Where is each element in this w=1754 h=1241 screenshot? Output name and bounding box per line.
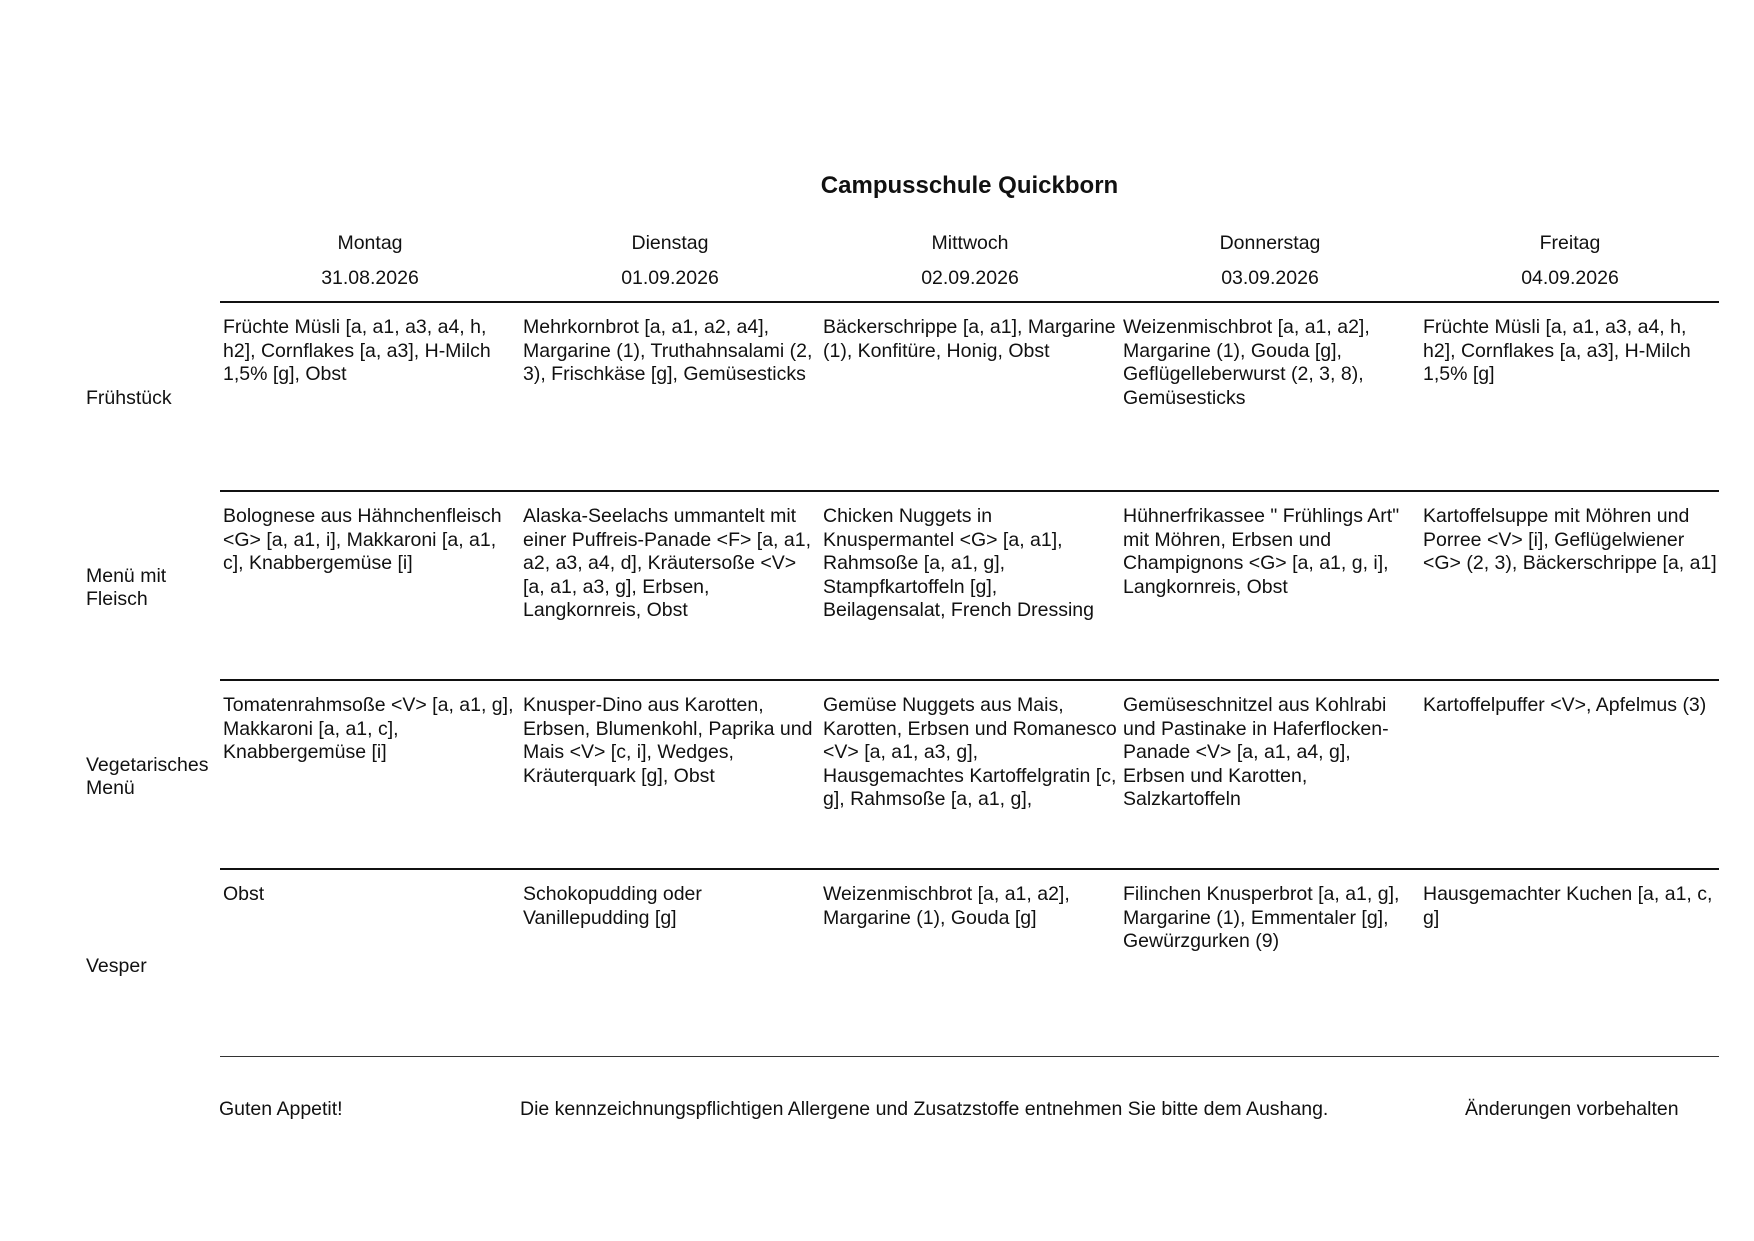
day-name-monday: Montag <box>337 232 403 254</box>
meal-cell: Früchte Müsli [a, a1, a3, a4, h, h2], Cornflakes [a, a3], H-Milch 1,5% [g] <box>1423 316 1691 385</box>
meal-cell: Mehrkornbrot [a, a1, a2, a4], Margarine (1), Truthahnsalami (2, 3), Frischkäse [g], Gemüsesticks <box>523 316 813 385</box>
meal-cell: Gemüseschnitzel aus Kohlrabi und Pastinake in Haferflocken-Panade <V> [a, a1, a4, g], Erbsen und Karotten, Salzkartoffeln <box>1123 694 1389 810</box>
row-label-menu-fleisch: Menü mit Fleisch <box>86 565 167 610</box>
meal-cell: Knusper-Dino aus Karotten, Erbsen, Blumenkohl, Paprika und Mais <V> [c, i], Wedges, Kräuterquark [g], Obst <box>523 694 813 787</box>
meal-cell: Chicken Nuggets in Knuspermantel <G> [a, a1], Rahmsoße [a, a1, g], Stampfkartoffeln [g], Beilagensalat, French Dressing <box>823 505 1094 621</box>
meal-cell: Kartoffelpuffer <V>, Apfelmus (3) <box>1423 694 1707 716</box>
row-divider <box>220 301 1719 303</box>
day-name-wednesday: Mittwoch <box>931 232 1009 254</box>
day-name-tuesday: Dienstag <box>631 232 709 254</box>
day-name-thursday: Donnerstag <box>1219 232 1321 254</box>
day-date-tuesday: 01.09.2026 <box>621 267 719 289</box>
meal-cell: Bäckerschrippe [a, a1], Margarine (1), Konfitüre, Honig, Obst <box>823 316 1116 362</box>
meal-cell: Hühnerfrikassee " Frühlings Art" mit Möhren, Erbsen und Champignons <G> [a, a1, g, i], Langkornreis, Obst <box>1123 505 1400 598</box>
row-divider <box>220 679 1719 681</box>
day-date-monday: 31.08.2026 <box>321 267 419 289</box>
meal-cell: Filinchen Knusperbrot [a, a1, g], Margarine (1), Emmentaler [g], Gewürzgurken (9) <box>1123 883 1400 952</box>
page-title: Campusschule Quickborn <box>820 172 1119 199</box>
meal-cell: Bolognese aus Hähnchenfleisch <G> [a, a1, i], Makkaroni [a, a1, c], Knabbergemüse [i] <box>223 505 502 574</box>
meal-cell: Alaska-Seelachs ummantelt mit einer Puffreis-Panade <F> [a, a1, a2, a3, a4, d], Kräutersoße <V> [a, a1, a3, g], Erbsen, Langkornreis, Obst <box>523 505 811 621</box>
footer-greeting: Guten Appetit! <box>219 1098 343 1120</box>
meal-cell: Obst <box>223 883 265 905</box>
row-divider <box>220 490 1719 492</box>
day-name-friday: Freitag <box>1539 232 1601 254</box>
meal-cell: Weizenmischbrot [a, a1, a2], Margarine (1), Gouda [g], Geflügelleberwurst (2, 3, 8), Gemüsesticks <box>1123 316 1370 409</box>
meal-cell: Gemüse Nuggets aus Mais, Karotten, Erbsen und Romanesco <V> [a, a1, a3, g], Hausgemachtes Kartoffelgratin [c, g], Rahmsoße [a, a1, g], <box>823 694 1117 810</box>
day-date-thursday: 03.09.2026 <box>1221 267 1319 289</box>
row-label-vegetarisch: Vegetarisches Menü <box>86 754 209 799</box>
meal-cell: Hausgemachter Kuchen [a, a1, c, g] <box>1423 883 1713 929</box>
meal-cell: Tomatenrahmsoße <V> [a, a1, g], Makkaroni [a, a1, c], Knabbergemüse [i] <box>223 694 514 763</box>
footer-disclaimer: Änderungen vorbehalten <box>1465 1098 1679 1120</box>
meal-cell: Schokopudding oder Vanillepudding [g] <box>523 883 702 929</box>
row-label-fruehstueck: Frühstück <box>86 387 172 409</box>
day-date-wednesday: 02.09.2026 <box>921 267 1019 289</box>
day-date-friday: 04.09.2026 <box>1521 267 1619 289</box>
meal-cell: Früchte Müsli [a, a1, a3, a4, h, h2], Cornflakes [a, a3], H-Milch 1,5% [g], Obst <box>223 316 491 385</box>
table-bottom-divider <box>220 1056 1719 1057</box>
row-label-vesper: Vesper <box>86 955 147 977</box>
meal-cell: Weizenmischbrot [a, a1, a2], Margarine (1), Gouda [g] <box>823 883 1070 929</box>
meal-cell: Kartoffelsuppe mit Möhren und Porree <V> [i], Geflügelwiener <G> (2, 3), Bäckerschrippe [a, a1] <box>1423 505 1717 574</box>
row-divider <box>220 868 1719 870</box>
footer-allergen-note: Die kennzeichnungspflichtigen Allergene und Zusatzstoffe entnehmen Sie bitte dem Aushang. <box>520 1098 1329 1120</box>
